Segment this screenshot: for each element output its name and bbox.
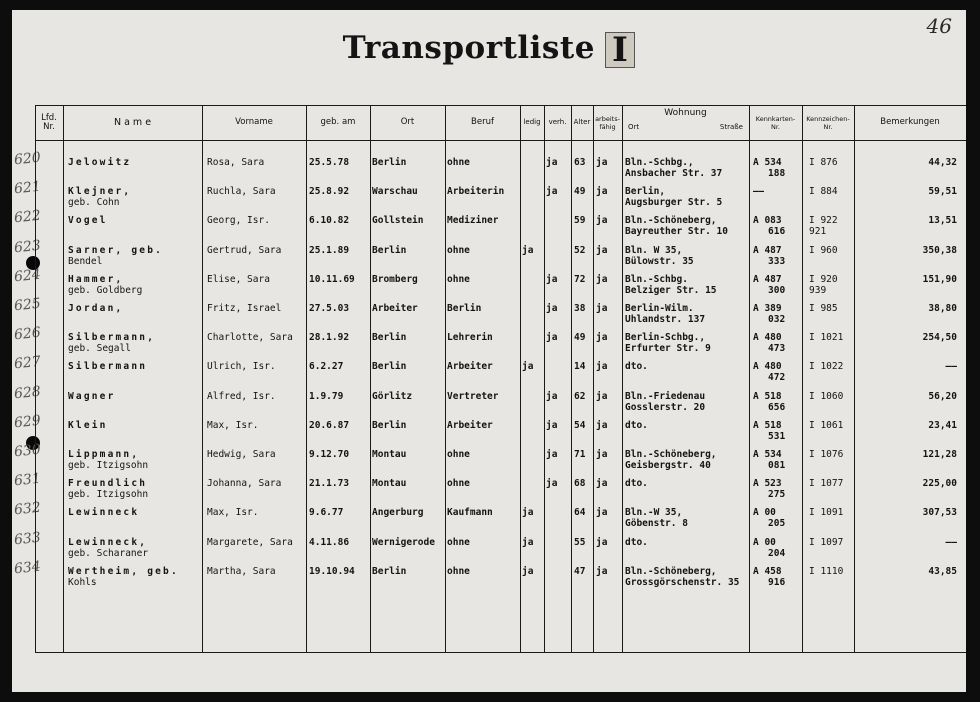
row-ort: Montau: [372, 478, 407, 490]
row-kennkarten-line1: A 487: [753, 244, 782, 256]
row-verh: ja: [546, 449, 558, 460]
margin-lfd-number: 623: [13, 237, 42, 256]
row-bemerkungen: 307,53: [922, 507, 957, 519]
table-row: [35, 245, 966, 274]
row-wohnung-line2: Geisbergstr. 40: [625, 460, 711, 471]
header-wohnung-strasse: Straße: [719, 123, 743, 131]
margin-lfd-number: 632: [13, 500, 42, 519]
header-kennzeichen-nr: Kennzeichen- Nr.: [806, 114, 850, 131]
row-kennkarten-line1: ——: [753, 186, 765, 198]
row-ort: Angerburg: [372, 507, 424, 519]
row-geb-am: 9.6.77: [309, 507, 344, 519]
row-beruf: Berlin: [447, 303, 482, 314]
row-kennkarten-line2: 472: [768, 372, 786, 384]
row-name-second-line: geb. Segall: [68, 343, 131, 355]
row-bemerkungen: 151,90: [922, 273, 957, 285]
row-beruf: ohne: [447, 157, 470, 168]
header-ort: Ort: [400, 117, 415, 127]
row-geb-am: 28.1.92: [309, 332, 350, 344]
archive-page-number: 46: [926, 14, 952, 38]
row-arbeitsfaehig: ja: [596, 449, 608, 460]
row-beruf: Vertreter: [447, 390, 499, 402]
row-wohnung-line2: Augsburger Str. 5: [625, 197, 723, 209]
row-kennzeichen: I 1077: [809, 478, 844, 490]
row-beruf: Kaufmann: [447, 507, 493, 519]
row-name-second-line: Bendel: [68, 255, 103, 267]
row-vorname: Georg, Isr.: [207, 215, 270, 227]
row-vorname: Max, Isr.: [207, 419, 259, 431]
row-geb-am: 27.5.03: [309, 303, 350, 314]
header-wohnung-ort: Ort: [628, 123, 640, 131]
row-kennzeichen: I 876: [809, 157, 838, 168]
row-beruf: Arbeiter: [447, 419, 493, 431]
row-vorname: Ruchla, Sara: [207, 186, 276, 198]
row-verh: ja: [546, 273, 558, 285]
row-wohnung-line1: Bln.-Schbg.,: [625, 157, 694, 168]
row-vorname: Hedwig, Sara: [207, 449, 276, 460]
row-kennkarten-line2: 081: [768, 460, 786, 471]
row-vorname: Johanna, Sara: [207, 478, 282, 490]
row-geb-am: 6.10.82: [309, 215, 350, 227]
row-bemerkungen: ——: [945, 536, 957, 548]
row-alter: 72: [574, 273, 586, 285]
row-kennkarten-line1: A 480: [753, 332, 782, 344]
row-geb-am: 25.8.92: [309, 186, 350, 198]
row-kennzeichen: I 1022: [809, 361, 844, 373]
row-name: Klein: [68, 419, 108, 431]
row-bemerkungen: 44,32: [928, 157, 957, 168]
row-kennkarten-line2: 205: [768, 518, 786, 530]
row-name: Hammer,: [68, 273, 124, 285]
row-name: Lippmann,: [68, 449, 140, 460]
row-wohnung-line1: Berlin-Schbg.,: [625, 332, 706, 344]
row-wohnung-line2: Ansbacher Str. 37: [625, 168, 723, 179]
row-kennzeichen: I 920 939: [809, 273, 838, 296]
row-kennkarten-line2: 204: [768, 547, 786, 559]
row-geb-am: 19.10.94: [309, 565, 355, 577]
row-wohnung-line1: Bln.-Friedenau: [625, 390, 706, 402]
row-kennkarten-line2: 656: [768, 401, 786, 413]
row-wohnung-line2: Göbenstr. 8: [625, 518, 688, 530]
table-row: [35, 478, 966, 507]
row-arbeitsfaehig: ja: [596, 361, 608, 373]
transport-list-page: [12, 10, 966, 692]
row-arbeitsfaehig: ja: [596, 157, 608, 168]
row-beruf: Arbeiter: [447, 361, 493, 373]
row-vorname: Alfred, Isr.: [207, 390, 276, 402]
header-alter: Alter: [573, 118, 591, 126]
margin-lfd-number: 630: [13, 441, 42, 461]
row-wohnung-line1: Berlin-Wilm.: [625, 303, 694, 314]
row-kennkarten-line1: A 518: [753, 390, 782, 402]
row-ort: Wernigerode: [372, 536, 435, 548]
row-wohnung-line1: dto.: [625, 536, 648, 548]
row-name: Jordan,: [68, 303, 124, 314]
header-geb-am: geb. am: [320, 117, 356, 127]
row-vorname: Elise, Sara: [207, 273, 270, 285]
row-kennzeichen: I 1097: [809, 536, 844, 548]
row-geb-am: 20.6.87: [309, 419, 350, 431]
row-wohnung-line1: Bln. W 35,: [625, 244, 683, 256]
header-kennkarten-nr: Kennkarten- Nr.: [755, 114, 796, 131]
row-arbeitsfaehig: ja: [596, 536, 608, 548]
row-wohnung-line2: Grossgörschenstr. 35: [625, 576, 740, 588]
row-wohnung-line1: Bln.-Schöneberg,: [625, 449, 717, 460]
header-vorname: Vorname: [235, 117, 273, 127]
margin-lfd-number: 633: [13, 529, 42, 548]
row-geb-am: 10.11.69: [309, 273, 355, 285]
table-row: [35, 303, 966, 332]
row-alter: 54: [574, 419, 586, 431]
table-row: [35, 566, 966, 595]
table-row: [35, 274, 966, 303]
margin-lfd-number: 628: [13, 383, 42, 402]
row-kennkarten-line2: 333: [768, 255, 786, 267]
row-alter: 49: [574, 186, 586, 198]
row-arbeitsfaehig: ja: [596, 478, 608, 490]
row-vorname: Max, Isr.: [207, 507, 259, 519]
row-alter: 47: [574, 565, 586, 577]
row-ort: Berlin: [372, 565, 407, 577]
row-name: Lewinneck,: [68, 536, 148, 548]
row-alter: 68: [574, 478, 586, 490]
row-wohnung-line1: dto.: [625, 361, 648, 373]
row-bemerkungen: 254,50: [922, 332, 957, 344]
row-vorname: Gertrud, Sara: [207, 244, 282, 256]
row-ort: Berlin: [372, 332, 407, 344]
header-arbeitsfaehig: arbeits- fähig: [595, 114, 620, 131]
row-geb-am: 25.1.89: [309, 244, 350, 256]
table-row: [35, 361, 966, 390]
table-row: [35, 507, 966, 536]
row-alter: 63: [574, 157, 586, 168]
table-row: [35, 449, 966, 478]
row-name: Wertheim, geb.: [68, 565, 179, 577]
row-kennzeichen: I 1061: [809, 419, 844, 431]
row-name: Klejner,: [68, 186, 132, 198]
row-wohnung-line2: Uhlandstr. 137: [625, 314, 706, 325]
row-kennzeichen: I 1076: [809, 449, 844, 460]
row-bemerkungen: 38,80: [928, 303, 957, 314]
row-wohnung-line1: dto.: [625, 478, 648, 490]
table-row: [35, 215, 966, 244]
row-kennzeichen: I 960: [809, 244, 838, 256]
row-beruf: ohne: [447, 565, 470, 577]
row-kennkarten-line2: 300: [768, 284, 786, 296]
row-ledig: ja: [522, 565, 534, 577]
row-bemerkungen: 13,51: [928, 215, 957, 227]
header-beruf: Beruf: [471, 117, 494, 127]
row-wohnung-line1: Bln.-Schöneberg,: [625, 215, 717, 227]
row-kennzeichen: I 1091: [809, 507, 844, 519]
margin-lfd-number: 621: [13, 178, 42, 198]
row-kennkarten-line1: A 534: [753, 449, 782, 460]
row-name: Jelowitz: [68, 157, 132, 168]
row-wohnung-line1: Bln.-Schöneberg,: [625, 565, 717, 577]
row-wohnung-line1: Berlin,: [625, 186, 666, 198]
row-alter: 38: [574, 303, 586, 314]
row-bemerkungen: ——: [945, 361, 957, 373]
row-ort: Warschau: [372, 186, 418, 198]
margin-lfd-number: 627: [13, 354, 42, 373]
row-arbeitsfaehig: ja: [596, 273, 608, 285]
row-geb-am: 6.2.27: [309, 361, 344, 373]
row-bemerkungen: 43,85: [928, 565, 957, 577]
row-alter: 52: [574, 244, 586, 256]
row-geb-am: 25.5.78: [309, 157, 350, 168]
row-vorname: Fritz, Israel: [207, 303, 282, 314]
row-geb-am: 9.12.70: [309, 449, 350, 460]
row-kennkarten-line2: 032: [768, 314, 786, 325]
row-name-second-line: geb. Itzigsohn: [68, 460, 149, 471]
row-ort: Berlin: [372, 157, 407, 168]
row-kennkarten-line1: A 389: [753, 303, 782, 314]
row-geb-am: 1.9.79: [309, 390, 344, 402]
margin-lfd-number: 624: [13, 266, 42, 286]
row-alter: 62: [574, 390, 586, 402]
row-wohnung-line2: Bülowstr. 35: [625, 255, 694, 267]
row-arbeitsfaehig: ja: [596, 303, 608, 314]
row-alter: 71: [574, 449, 586, 460]
margin-lfd-number: 634: [13, 558, 42, 578]
row-kennkarten-line2: 616: [768, 226, 786, 238]
margin-lfd-number: 631: [13, 470, 42, 490]
row-kennkarten-line2: 188: [768, 168, 786, 179]
row-kennkarten-line1: A 458: [753, 565, 782, 577]
row-bemerkungen: 225,00: [922, 478, 957, 490]
row-name-second-line: geb. Itzigsohn: [68, 489, 149, 501]
row-alter: 59: [574, 215, 586, 227]
row-beruf: Arbeiterin: [447, 186, 505, 198]
header-verh: verh.: [548, 118, 567, 126]
row-ledig: ja: [522, 536, 534, 548]
row-name: Silbermann: [68, 361, 148, 373]
row-kennzeichen: I 985: [809, 303, 838, 314]
row-verh: ja: [546, 303, 558, 314]
row-kennkarten-line2: 473: [768, 343, 786, 355]
row-arbeitsfaehig: ja: [596, 565, 608, 577]
table-row: [35, 420, 966, 449]
row-beruf: ohne: [447, 536, 470, 548]
row-beruf: ohne: [447, 449, 470, 460]
row-wohnung-line2: Erfurter Str. 9: [625, 343, 711, 355]
row-vorname: Ulrich, Isr.: [207, 361, 276, 373]
header-wohnung: [622, 105, 749, 140]
row-arbeitsfaehig: ja: [596, 186, 608, 198]
row-kennkarten-line1: A 480: [753, 361, 782, 373]
row-arbeitsfaehig: ja: [596, 215, 608, 227]
row-ledig: ja: [522, 361, 534, 373]
row-ort: Berlin: [372, 244, 407, 256]
row-kennkarten-line1: A 487: [753, 273, 782, 285]
table-row: [35, 186, 966, 215]
header-wohnung-title: Wohnung: [664, 108, 707, 118]
table-row: [35, 537, 966, 566]
row-name: Vogel: [68, 215, 108, 227]
row-verh: ja: [546, 157, 558, 168]
table-row: [35, 332, 966, 361]
row-kennkarten-line1: A 523: [753, 478, 782, 490]
row-ledig: ja: [522, 244, 534, 256]
row-kennkarten-line1: A 534: [753, 157, 782, 168]
row-kennkarten-line2: 916: [768, 576, 786, 588]
table-row: [35, 157, 966, 186]
transport-table: [35, 105, 966, 653]
margin-lfd-number: 622: [13, 208, 42, 227]
row-wohnung-line2: Bayreuther Str. 10: [625, 226, 728, 238]
row-arbeitsfaehig: ja: [596, 244, 608, 256]
row-kennzeichen: I 1060: [809, 390, 844, 402]
margin-lfd-number: 626: [13, 324, 42, 344]
row-kennzeichen: I 884: [809, 186, 838, 198]
title-mark: I: [605, 32, 635, 68]
row-ort: Berlin: [372, 361, 407, 373]
row-beruf: ohne: [447, 478, 470, 490]
row-arbeitsfaehig: ja: [596, 332, 608, 344]
row-ort: Arbeiter: [372, 303, 418, 314]
row-alter: 14: [574, 361, 586, 373]
row-beruf: Mediziner: [447, 215, 499, 227]
row-ort: Montau: [372, 449, 407, 460]
row-kennkarten-line1: A 083: [753, 215, 782, 227]
row-bemerkungen: 59,51: [928, 186, 957, 198]
row-vorname: Martha, Sara: [207, 565, 276, 577]
row-bemerkungen: 121,28: [922, 449, 957, 460]
row-wohnung-line1: Bln.-W 35,: [625, 507, 683, 519]
row-name: Freundlich: [68, 478, 148, 490]
row-wohnung-line1: dto.: [625, 419, 648, 431]
row-verh: ja: [546, 332, 558, 344]
row-alter: 49: [574, 332, 586, 344]
row-bemerkungen: 350,38: [922, 244, 957, 256]
row-verh: ja: [546, 419, 558, 431]
title-text: Transportliste: [342, 30, 595, 66]
row-ort: Görlitz: [372, 390, 413, 402]
row-kennkarten-line1: A 00: [753, 507, 776, 519]
row-kennkarten-line2: 531: [768, 430, 786, 442]
row-arbeitsfaehig: ja: [596, 507, 608, 519]
header-name: N a m e: [113, 117, 152, 128]
row-ort: Bromberg: [372, 273, 418, 285]
row-kennkarten-line1: A 518: [753, 419, 782, 431]
row-arbeitsfaehig: ja: [596, 390, 608, 402]
row-name: Lewinneck: [68, 507, 140, 519]
row-arbeitsfaehig: ja: [596, 419, 608, 431]
row-beruf: ohne: [447, 244, 470, 256]
row-wohnung-line2: Gosslerstr. 20: [625, 401, 706, 413]
margin-lfd-number: 629: [13, 412, 42, 432]
row-kennkarten-line2: 275: [768, 489, 786, 501]
header-lfd-nr: Lfd. Nr.: [41, 112, 57, 132]
margin-lfd-number: 620: [13, 149, 42, 169]
page-title: [12, 30, 966, 68]
row-vorname: Charlotte, Sara: [207, 332, 293, 344]
row-alter: 64: [574, 507, 586, 519]
row-name-second-line: geb. Goldberg: [68, 284, 143, 296]
row-beruf: Lehrerin: [447, 332, 493, 344]
row-kennzeichen: I 922 921: [809, 215, 838, 238]
row-wohnung-line1: Bln.-Schbg.: [625, 273, 688, 285]
row-kennzeichen: I 1021: [809, 332, 844, 344]
row-bemerkungen: 23,41: [928, 419, 957, 431]
row-kennkarten-line1: A 00: [753, 536, 776, 548]
header-ledig: ledig: [523, 118, 541, 126]
row-vorname: Margarete, Sara: [207, 536, 293, 548]
row-verh: ja: [546, 390, 558, 402]
row-beruf: ohne: [447, 273, 470, 285]
row-name: Sarner, geb.: [68, 244, 164, 256]
row-geb-am: 21.1.73: [309, 478, 350, 490]
row-verh: ja: [546, 186, 558, 198]
row-ort: Gollstein: [372, 215, 424, 227]
row-name-second-line: geb. Scharaner: [68, 547, 149, 559]
row-alter: 55: [574, 536, 586, 548]
row-ort: Berlin: [372, 419, 407, 431]
header-bemerkungen: Bemerkungen: [880, 117, 940, 127]
table-row: [35, 391, 966, 420]
row-bemerkungen: 56,20: [928, 390, 957, 402]
row-geb-am: 4.11.86: [309, 536, 350, 548]
row-name-second-line: Kohls: [68, 576, 97, 588]
row-kennzeichen: I 1110: [809, 565, 844, 577]
row-wohnung-line2: Belziger Str. 15: [625, 284, 717, 296]
margin-lfd-number: 625: [13, 295, 42, 315]
row-vorname: Rosa, Sara: [207, 157, 265, 168]
row-verh: ja: [546, 478, 558, 490]
row-name: Silbermann,: [68, 332, 156, 344]
row-name: Wagner: [68, 390, 116, 402]
row-ledig: ja: [522, 507, 534, 519]
row-name-second-line: geb. Cohn: [68, 197, 120, 209]
